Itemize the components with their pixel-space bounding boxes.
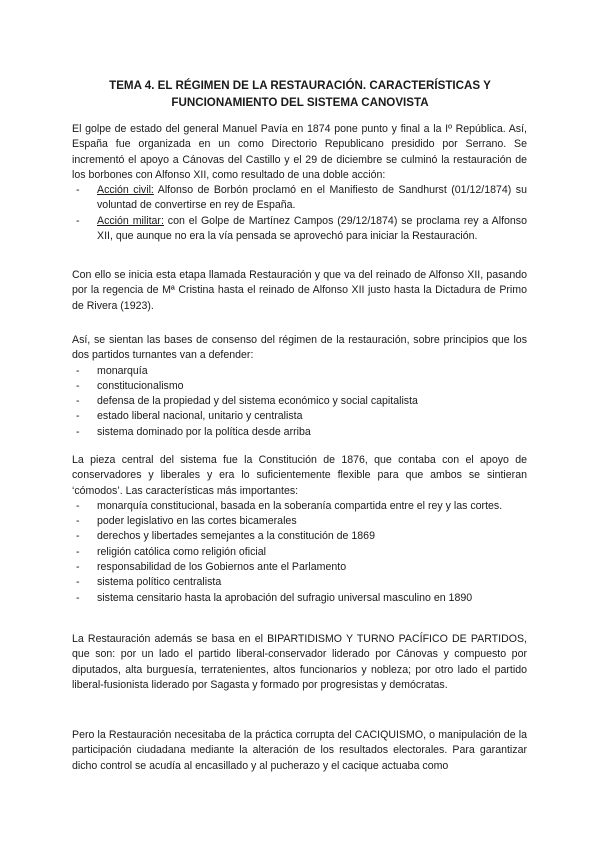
list-item: - religión católica como religión oficial bbox=[72, 545, 527, 560]
restoration-section bbox=[72, 268, 527, 314]
restoration-paragraph: Con ello se inicia esta etapa llamada Restauración y que va del reinado de Alfonso XII, pasando por la regencia de Mª Cristina hasta el reinado de Alfonso XII justo hasta la Dictadura de Primo de Rivera (1923). bbox=[72, 269, 527, 312]
list-item: - monarquía bbox=[72, 364, 527, 379]
action-civil-text: Alfonso de Borbón proclamó en el Manifiesto de Sandhurst (01/12/1874) su voluntad de convertirse en rey de España. bbox=[97, 184, 527, 212]
page-title bbox=[60, 77, 540, 111]
list-item bbox=[72, 214, 527, 245]
list-item: - poder legislativo en las cortes bicamerales bbox=[72, 514, 527, 529]
actions-list bbox=[72, 183, 527, 244]
caciquismo-paragraph: Pero la Restauración necesitaba de la práctica corrupta del CACIQUISMO, o manipulación de la participación ciudadana mediante la alteración de los resultados electorales. Para garantizar dicho control se acudía al encasillado y al pucherazo y el cacique actuaba como bbox=[72, 729, 527, 772]
action-militar-label: Acción militar: bbox=[97, 214, 164, 227]
list-item: - monarquía constitucional, basada en la soberanía compartida entre el rey y las cortes. bbox=[72, 499, 527, 514]
constitution-paragraph: La pieza central del sistema fue la Constitución de 1876, que contaba con el apoyo de conservadores y liberales y era lo suficientemente flexible para que ambos se sintieran ‘cómodos’. Las características más importantes: bbox=[72, 454, 527, 497]
action-militar-text: con el Golpe de Martínez Campos (29/12/1874) se proclama rey a Alfonso XII, que aunque no era la vía pensada se aprovechó para iniciar la Restauración. bbox=[97, 214, 527, 243]
intro-paragraph: El golpe de estado del general Manuel Pavía en 1874 pone punto y final a la Iº República. Así, España fue organizada en un como Directorio Republicano presidido por Serrano. Se incrementó el apoyo a Cánovas del Castillo y el 29 de diciembre se culminó la restauración de los borbones con Alfonso XII, como resultado de una doble acción: bbox=[72, 123, 527, 181]
principles-paragraph: Así, se sientan las bases de consenso del régimen de la restauración, sobre principios que los dos partidos turnantes van a defender: bbox=[72, 334, 527, 362]
action-civil-label: Acción civil: bbox=[97, 184, 154, 197]
title-line-1: TEMA 4. EL RÉGIMEN DE LA RESTAURACIÓN. CARACTERÍSTICAS Y bbox=[109, 79, 491, 92]
list-item: - estado liberal nacional, unitario y centralista bbox=[72, 409, 527, 424]
constitution-section bbox=[72, 453, 527, 606]
intro-section bbox=[72, 122, 527, 244]
list-item bbox=[72, 183, 527, 214]
list-item: - defensa de la propiedad y del sistema económico y social capitalista bbox=[72, 394, 527, 409]
bipartidismo-section bbox=[72, 632, 527, 693]
list-item: - sistema político centralista bbox=[72, 575, 527, 590]
list-item: - constitucionalismo bbox=[72, 379, 527, 394]
constitution-list bbox=[72, 499, 527, 606]
principles-section bbox=[72, 333, 527, 440]
principles-list bbox=[72, 364, 527, 440]
title-line-2: FUNCIONAMIENTO DEL SISTEMA CANOVISTA bbox=[171, 96, 429, 109]
list-item: - sistema dominado por la política desde arriba bbox=[72, 425, 527, 440]
caciquismo-section bbox=[72, 728, 527, 774]
list-item: - derechos y libertades semejantes a la constitución de 1869 bbox=[72, 529, 527, 544]
list-item: - sistema censitario hasta la aprobación del sufragio universal masculino en 1890 bbox=[72, 591, 527, 606]
bipartidismo-paragraph: La Restauración además se basa en el BIPARTIDISMO Y TURNO PACÍFICO DE PARTIDOS, que son: por un lado el partido liberal-conservador liderado por Cánovas y compuesto por diputados, alta burguesía, terratenientes, altos funcionarios y nobleza; por otro lado el partido liberal-fusionista liderado por Sagasta y formado por progresistas y demócratas. bbox=[72, 633, 527, 691]
list-item: - responsabilidad de los Gobiernos ante el Parlamento bbox=[72, 560, 527, 575]
